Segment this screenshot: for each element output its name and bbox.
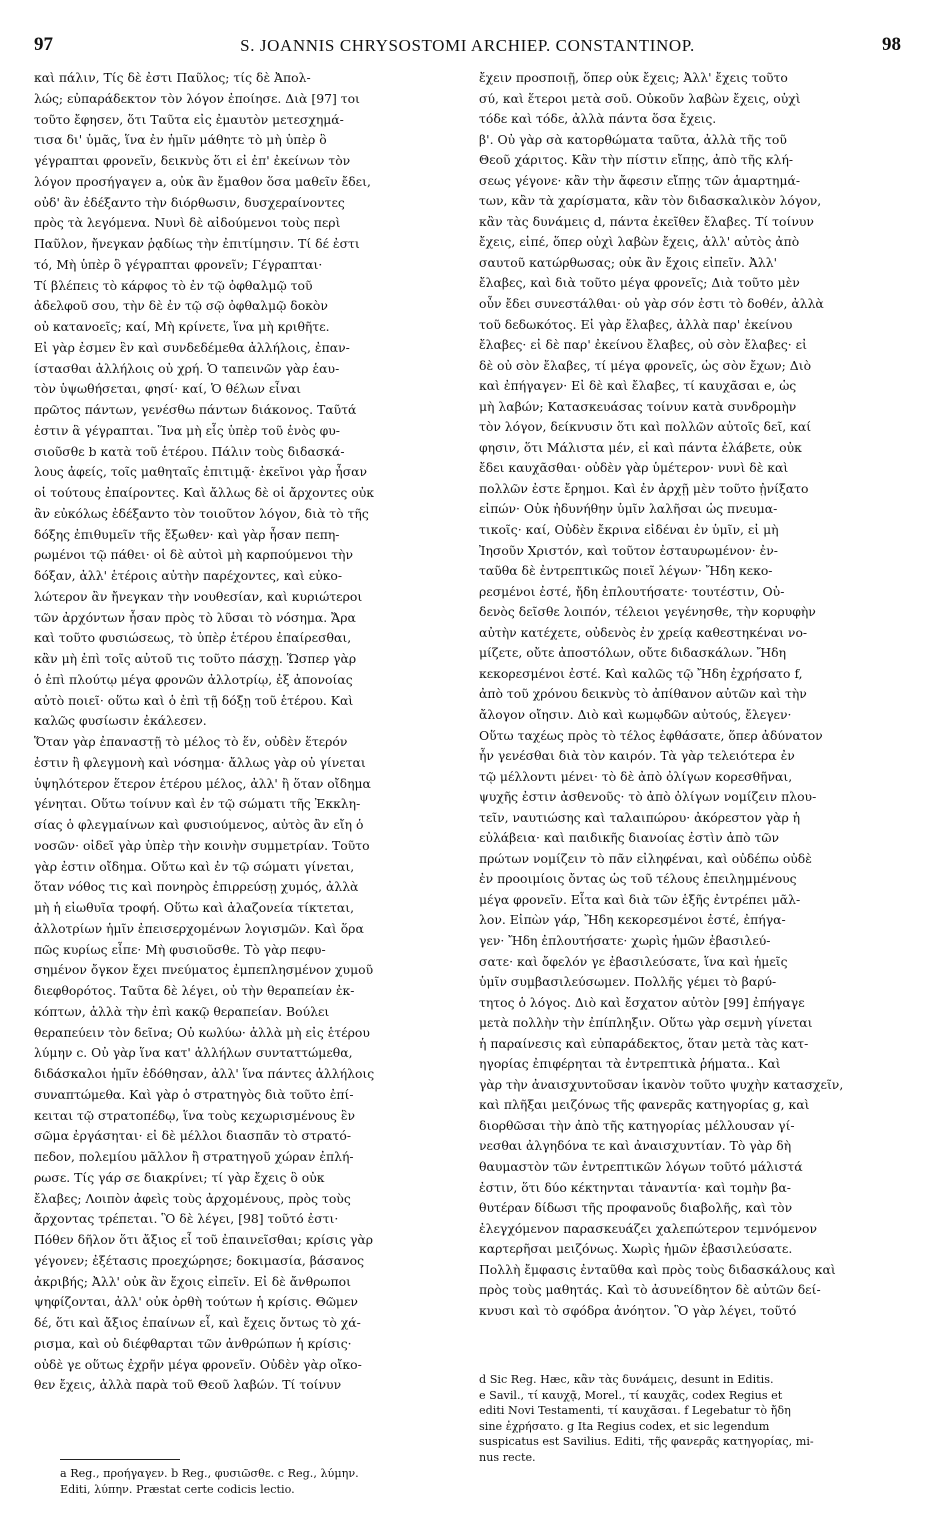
footnote-line: e Savil., τί καυχᾷ, Morel., τί καυχᾶς, codex Regius et: [479, 1388, 783, 1402]
text-line: μὴ ἡ εἰωθυῖα τροφή. Οὕτω καὶ ἀλαζονεία τίκτεται,: [34, 900, 355, 915]
text-line: καὶ πλῆξαι μειζόνως τῆς φανερᾶς κατηγορίας g, καὶ: [479, 1097, 810, 1113]
text-line: φησιν, ὅτι Μάλιστα μέν, εἰ καὶ πάντα ἐλάβετε, οὐκ: [479, 439, 802, 455]
text-line: τὸν λόγον, δείκνυσιν ὅτι καὶ πολλῶν αὐτοῖς δεῖ, καί: [479, 419, 812, 435]
text-line: πρώτων νομίζειν τὸ πᾶν εἰληφέναι, καὶ οὐδέπω οὐδὲ: [479, 850, 812, 866]
text-line: σίας ὁ φλεγμαίνων καὶ φυσιούμενος, αὐτὸς ἂν εἴη ὁ: [34, 817, 364, 832]
text-line: μέγα φρονεῖν. Εἶτα καὶ διὰ τῶν ἑξῆς ἐντρέπει μᾶλ-: [479, 891, 801, 907]
text-line: συναπτώμεθα. Καὶ γὰρ ὁ στρατηγὸς διὰ τοῦτο ἐπί-: [34, 1086, 354, 1102]
text-line: τοῦ δεδωκότος. Εἰ γὰρ ἔλαβες, ἀλλὰ παρ' ἐκείνου: [479, 316, 793, 332]
text-line: ἄρχοντας τρέπεται. Ὃ δὲ λέγει, [98] τοῦτό ἐστι·: [34, 1211, 339, 1227]
text-line: διεφθορότος. Ταῦτα δὲ λέγει, οὐ τὴν θεραπείαν ἐκ-: [34, 983, 355, 998]
footnote-line: d Sic Reg. Hæc, κἂν τὰς δυνάμεις, desunt in Editis.: [479, 1373, 774, 1386]
text-column-right: [479, 68, 901, 1321]
text-line: πρὸς τοὺς μαθητάς. Καὶ τὸ ἀσυνείδητον δὲ αὐτῶν δεί-: [479, 1282, 821, 1298]
text-line: τῷ μέλλοντι μένει· τὸ δὲ ἀπὸ ὀλίγων κορεσθῆναι,: [479, 768, 793, 784]
text-line: κόπτων, ἀλλὰ τὴν ἐπὶ κακῷ θεραπείαν. Βούλει: [34, 1003, 330, 1019]
text-line: Πόθεν δῆλον ὅτι ἄξιος εἶ τοῦ ἐπαινεῖσθαι; κρίσις γὰρ: [34, 1232, 374, 1247]
text-line: δέ, ὅτι καὶ ἄξιος ἐπαίνων εἶ, καὶ ἔχεις ὄντως τὸ χά-: [34, 1315, 361, 1330]
footnotes-right: [479, 1372, 901, 1465]
footnote-line: suspicatus est Savilius. Editi, τῆς φανερᾶς κατηγορίας, mi-: [479, 1435, 814, 1448]
text-line: δενὸς δεῖσθε λοιπόν, τέλειοι γεγένησθε, τὴν κορυφὴν: [479, 604, 816, 620]
text-line: Ἰησοῦν Χριστόν, καὶ τοῦτον ἐσταυρωμένον· ἐν-: [479, 542, 778, 558]
footnote-line: editi Novi Testamenti, τί καυχᾶσαι. f Legebatur τὸ ἤδη: [479, 1404, 791, 1417]
text-line: ίστασθαι ἀλλήλοις οὐ χρή. Ὁ ταπεινῶν γὰρ ἑαυ-: [34, 360, 340, 376]
text-line: λώς; εὐπαράδεκτον τὸν λόγον ἐποίησε. Διὰ [97] τοι: [34, 90, 360, 106]
text-line: ὑμῖν συμβασιλεύσωμεν. Πολλῆς γέμει τὸ βαρύ-: [479, 974, 777, 990]
text-line: ἔχειν προσποιῇ, ὅπερ οὐκ ἔχεις; Ἀλλ' ἔχεις τοῦτο: [479, 70, 788, 85]
text-line: ἀδελφοῦ σου, τὴν δὲ ἐν τῷ σῷ ὀφθαλμῷ δοκὸν: [34, 298, 328, 314]
text-line: ἀλλοτρίων ἡμῖν ἐπεισερχομένων λογισμῶν. Καὶ ὅρα: [34, 920, 364, 936]
text-line: ὑψηλότερον ἕτερον ἑτέρου μέλος, ἀλλ' ἢ ὅταν οἴδημα: [34, 775, 371, 791]
text-line: ρωσε. Τίς γάρ σε διακρίνει; τί γὰρ ἔχεις ὃ οὐκ: [34, 1169, 325, 1185]
text-line: σύ, καὶ ἕτεροι μετὰ σοῦ. Οὐκοῦν λαβὼν ἔχεις, οὐχὶ: [479, 90, 801, 106]
text-line: γὰρ τὴν ἀναισχυντοῦσαν ἱκανὸν τοῦτο ψυχὴν κατασχεῖν,: [479, 1076, 844, 1092]
text-line: Παῦλον, ἤνεγκαν ῥᾳδίως τὴν ἐπιτίμησιν. Τί δέ ἐστι: [34, 236, 360, 251]
text-line: τόδε καὶ τόδε, ἀλλὰ πάντα ὅσα ἔχεις.: [479, 111, 717, 127]
text-line: οὐ κατανοεῖς; καί, Μὴ κρίνετε, ἵνα μὴ κριθῆτε.: [34, 319, 330, 334]
text-line: τεῖν, ναυτιώσης καὶ ταλαιπώρου· ἀκόρεστον γὰρ ἡ: [479, 809, 801, 825]
footnote-line: a Reg., προήγαγεν. b Reg., φυσιῶσθε. c Reg., λύμην.: [60, 1467, 359, 1480]
page-number-left: 97: [34, 34, 53, 55]
text-line: των, κἂν τὰ χαρίσματα, κἂν τὸν διδασκαλικὸν λόγον,: [479, 193, 822, 209]
text-line: ἔλαβες· εἰ δὲ παρ' ἐκείνου ἔλαβες, οὐ σὸν ἔλαβες· εἰ: [479, 337, 807, 353]
text-line: διδάσκαλοι ἡμῖν ἐδόθησαν, ἀλλ' ἵνα πάντες ἀλλήλοις: [34, 1066, 375, 1081]
text-line: τῶν ἀρχόντων ἦσαν πρὸς τὸ λῦσαι τὸ νόσημα. Ἄρα: [34, 609, 356, 625]
text-line: ψυχῆς ἐστιν ἀσθενοῦς· τὸ ἀπὸ ὀλίγων νομίζειν πλου-: [479, 789, 817, 805]
text-line: πρῶτος πάντων, γενέσθω πάντων διάκονος. Ταῦτά: [34, 402, 357, 417]
text-line: ἔδει καυχᾶσθαι· οὐδὲν γὰρ ὑμέτερον· νυνὶ δὲ καὶ: [479, 460, 789, 476]
text-line: γεν· Ἤδη ἐπλουτήσατε· χωρὶς ἡμῶν ἐβασιλεύ-: [479, 932, 771, 948]
text-line: πῶς κυρίως εἶπε· Μὴ φυσιοῦσθε. Τὸ γὰρ πεφυ-: [34, 941, 326, 957]
footnote-line: nus recte.: [479, 1450, 536, 1464]
text-line: κεκορεσμένοι ἐστέ. Καὶ καλῶς τῷ Ἤδη ἐχρήσατο f,: [479, 665, 803, 681]
text-line: ἦν γενέσθαι διὰ τὸν καιρόν. Τὰ γὰρ τελειότερα ἐν: [479, 748, 795, 764]
text-line: καλῶς φυσίωσιν ἐκάλεσεν.: [34, 713, 207, 729]
running-title: S. JOANNIS CHRYSOSTOMI ARCHIEP. CONSTANTINOP.: [240, 36, 695, 55]
text-line: θεν ἔχεις, ἀλλὰ παρὰ τοῦ Θεοῦ λαβών. Τί τοίνυν: [34, 1377, 342, 1393]
text-line: σιοῦσθε b κατὰ τοῦ ἑτέρου. Πάλιν τοὺς διδασκά-: [34, 443, 345, 459]
text-line: δόξης ἐπιθυμεῖν τῆς ἔξωθεν· καὶ γὰρ ἦσαν πεπη-: [34, 526, 340, 542]
text-line: ἔλαβες, καὶ διὰ τοῦτο μέγα φρονεῖς; Διὰ τοῦτο μὲν: [479, 275, 800, 291]
text-line: σαυτοῦ κατώρθωσας; οὐκ ἂν ἔχοις εἰπεῖν. Ἀλλ': [479, 254, 777, 270]
text-line: ἐστιν ἃ γέγραπται. Ἵνα μὴ εἷς ὑπὲρ τοῦ ἑνὸς φυ-: [34, 422, 340, 438]
text-line: τισα δι' ὑμᾶς, ἵνα ἐν ἡμῖν μάθητε τὸ μὴ ὑπὲρ ὃ: [34, 132, 327, 148]
text-line: ὁ ἐπὶ πλούτῳ μέγα φρονῶν ἀλλοτρίῳ, ἐξ ἀπονοίας: [34, 671, 353, 687]
text-line: ρισμα, καὶ οὐ διέφθαρται τῶν ἀνθρώπων ἡ κρίσις·: [34, 1335, 352, 1351]
text-line: γέγραπται φρονεῖν, δεικνὺς ὅτι εἰ ἐπ' ἐκείνων τὸν: [34, 153, 351, 168]
text-line: ὅταν νόθος τις καὶ πονηρὸς ἐπιρρεύσῃ χυμός, ἀλλὰ: [34, 879, 359, 895]
text-line: ἐλεγχόμενον παρασκευάζει χαλεπώτερον τεμνόμενον: [479, 1220, 818, 1236]
text-line: κειται τῷ στρατοπέδῳ, ἵνα τοὺς κεχωρισμένους ἓν: [34, 1107, 356, 1123]
text-line: ηγορίας ἐπιφέρηται τὰ ἐντρεπτικὰ ῥήματα.. Καὶ: [479, 1056, 781, 1072]
text-line: ψηφίζονται, ἀλλ' οὐκ ὀρθὴ τούτων ἡ κρίσις. Θῶμεν: [34, 1294, 358, 1310]
text-line: λους ἀφείς, τοῖς μαθηταῖς ἐπιτιμᾷ· ἐκεῖνοι γὰρ ἦσαν: [34, 464, 368, 480]
text-line: λύμην c. Οὐ γὰρ ἵνα κατ' ἀλλήλων συνταττώμεθα,: [34, 1045, 353, 1061]
text-line: γὰρ ἐστιν οἴδημα. Οὕτω καὶ ἐν τῷ σώματι γίνεται,: [34, 858, 355, 874]
text-line: γέγονεν; ἐξέτασις προεχώρησε; δοκιμασία, βάσανος: [34, 1252, 365, 1268]
text-line: μίζετε, οὔτε ἀποστόλων, οὔτε διδασκάλων. Ἤδη: [479, 645, 787, 661]
text-line: εὐλάβεια· καὶ παιδικῆς διανοίας ἐστὶν ἀπὸ τῶν: [479, 830, 779, 846]
text-line: καὶ τοῦτο φυσιώσεως, τὸ ὑπὲρ ἑτέρου ἐπαίρεσθαι,: [34, 630, 352, 646]
text-line: λόγον προσήγαγεν a, οὐκ ἂν ἔμαθον ὅσα μαθεῖν ἔδει,: [34, 173, 371, 189]
text-line: τό, Μὴ ὑπὲρ ὃ γέγραπται φρονεῖν; Γέγραπται·: [34, 256, 323, 272]
text-line: κἂν τὰς δυνάμεις d, πάντα ἐκεῖθεν ἔλαβες. Τί τοίνυν: [479, 213, 814, 229]
text-line: αὐτὴν κατέχετε, οὐδενὸς ἐν χρείᾳ καθεστηκέναι νο-: [479, 624, 808, 640]
text-line: δὲ οὐ σὸν ἔλαβες, τί μέγα φρονεῖς, ὡς σὸν ἔχων; Διὸ: [479, 357, 812, 373]
text-line: καρτερῆσαι μειζόνως. Χωρὶς ἡμῶν ἐβασιλεύσατε.: [479, 1241, 793, 1257]
page-number-right: 98: [882, 34, 901, 55]
text-line: ταῦθα δὲ ἐντρεπτικῶς ποιεῖ λέγων· Ἤδη κεκο-: [479, 563, 773, 579]
text-line: τητος ὁ λόγος. Διὸ καὶ ἔσχατον αὐτὸν [99] ἐπήγαγε: [479, 994, 805, 1010]
text-line: διορθῶσαι τὴν ἀπὸ τῆς κατηγορίας μέλλουσαν γί-: [479, 1117, 795, 1133]
footnote-line: sine ἐχρήσατο. g Ita Regius codex, et sic legendum: [479, 1419, 770, 1433]
running-header: [34, 34, 901, 60]
text-line: σημένον ὄγκον ἔχει πνεύματος ἐμπεπλησμένον χυμοῦ: [34, 962, 374, 978]
text-line: ἂν εὐκόλως ἐδέξαντο τὸν τοιοῦτον λόγον, διὰ τὸ τῆς: [34, 505, 369, 521]
text-line: πρὸς τὰ λεγόμενα. Νυνὶ δὲ αἰδούμενοι τοὺς περὶ: [34, 215, 341, 231]
text-line: καὶ ἐπήγαγεν· Εἰ δὲ καὶ ἔλαβες, τί καυχᾶσαι e, ὡς: [479, 378, 797, 394]
text-column-left: [34, 68, 454, 1396]
text-line: πεδον, πολεμίου μᾶλλον ἢ στρατηγοῦ χώραν ἐπλή-: [34, 1149, 354, 1164]
text-line: Οὕτω ταχέως πρὸς τὸ τέλος ἐφθάσατε, ὅπερ ἀδύνατον: [479, 727, 823, 743]
footnote-line: Editi, λύπην. Præstat certe codicis lectio.: [60, 1482, 295, 1496]
text-line: σῶμα ἐργάσηται· εἰ δὲ μέλλοι διασπᾶν τὸ στρατό-: [34, 1128, 352, 1144]
text-line: θεραπεύειν τὸν δεῖνα; Οὐ κωλύω· ἀλλὰ μὴ εἰς ἑτέρου: [34, 1024, 370, 1040]
text-line: οὐδὲ γε οὕτως ἐχρῆν μέγα φρονεῖν. Οὐδὲν γὰρ οἴκο-: [34, 1356, 362, 1372]
text-line: αὐτὸ ποιεῖ· οὕτω καὶ ὁ ἐπὶ τῇ δόξῃ τοῦ ἑτέρου. Καὶ: [34, 692, 354, 708]
text-line: τικοῖς· καί, Οὐδὲν ἔκρινα εἰδέναι ἐν ὑμῖν, εἰ μὴ: [479, 522, 779, 538]
text-line: εἰπών· Οὐκ ἠδυνήθην ὑμῖν λαλῆσαι ὡς πνευμα-: [479, 501, 778, 517]
text-line: ἄλογον οἴησιν. Διὸ καὶ κωμῳδῶν αὐτούς, ἔλεγεν·: [479, 706, 792, 722]
text-line: σεως γέγονε· κἂν τὴν ἄφεσιν εἴπῃς τῶν ἁμαρτημά-: [479, 172, 801, 188]
text-line: β'. Οὐ γὰρ σὰ κατορθώματα ταῦτα, ἀλλὰ τῆς τοῦ: [479, 131, 787, 147]
footnotes-left: [60, 1466, 456, 1497]
text-line: δόξαν, ἀλλ' ἑτέροις αὐτὴν παρέχοντες, καὶ εὐκο-: [34, 568, 343, 583]
text-line: κνυσι καὶ τὸ σφόδρα ἀνόητον. Ὃ γὰρ λέγει, τοῦτό: [479, 1302, 797, 1318]
text-line: μετὰ πολλὴν τὴν ἐπίπληξιν. Οὕτω γὰρ σεμνὴ γίνεται: [479, 1015, 813, 1031]
text-line: οἱ τούτους ἐπαίροντες. Καὶ ἄλλως δὲ οἱ ἄρχοντες οὐκ: [34, 485, 375, 500]
text-line: τοῦτο ἔφησεν, ὅτι Ταῦτα εἰς ἐμαυτὸν μετεσχημά-: [34, 111, 344, 127]
text-line: ἡ παραίνεσις καὶ εὐπαράδεκτος, ὅταν μετὰ τὰς κατ-: [479, 1035, 809, 1051]
text-line: ἔλαβες; Λοιπὸν ἀφεὶς τοὺς ἀρχομένους, πρὸς τοὺς: [34, 1190, 351, 1206]
text-line: λώτερον ἂν ἤνεγκαν τὴν νουθεσίαν, καὶ κυριώτεροι: [34, 588, 363, 604]
text-line: νεσθαι ἀλγηδόνα τε καὶ ἀναισχυντίαν. Τὸ γὰρ δὴ: [479, 1138, 792, 1154]
text-line: Εἰ γὰρ ἐσμεν ἓν καὶ συνδεδέμεθα ἀλλήλοις, ἐπαν-: [34, 339, 350, 355]
text-line: καὶ πάλιν, Τίς δὲ ἐστι Παῦλος; τίς δὲ Ἀπολ-: [34, 70, 311, 85]
text-line: μὴ λαβών; Κατασκευάσας τοίνυν κατὰ συνδρομὴν: [479, 398, 797, 414]
text-line: ἔχεις, εἰπέ, ὅπερ οὐχὶ λαβὼν ἔχεις, ἀλλ' αὐτὸς ἀπὸ: [479, 234, 800, 250]
text-line: Ὅταν γὰρ ἐπαναστῇ τὸ μέλος τὸ ἕν, οὐδὲν ἕτερόν: [34, 734, 348, 749]
text-line: ρωμένοι τῷ πάθει· οἱ δὲ αὐτοὶ μὴ καρπούμενοι τὴν: [34, 547, 354, 563]
text-line: σατε· καὶ ὄφελόν γε ἐβασιλεύσατε, ἵνα καὶ ἡμεῖς: [479, 953, 788, 969]
text-line: νοσῶν· οἰδεῖ γὰρ ὑπὲρ τὴν κοινὴν συμμετρίαν. Τοῦτο: [34, 837, 370, 853]
text-line: ἐν προοιμίοις ὄντας ὡς τοῦ τέλους ἐπειλημμένους: [479, 871, 797, 887]
text-line: θυτέραν δίδωσι τῆς προφανοῦς διαβολῆς, καὶ τὸν: [479, 1200, 793, 1216]
text-line: λον. Εἰπὼν γάρ, Ἤδη κεκορεσμένοι ἐστέ, ἐπήγα-: [479, 912, 786, 928]
text-line: οὐδ' ἂν ἐδέξαντο τὴν διόρθωσιν, δυσχεραίνοντες: [34, 194, 345, 210]
text-line: τὸν ὑψωθήσεται, φησί· καί, Ὁ θέλων εἶναι: [34, 381, 301, 397]
text-line: Πολλὴ ἔμφασις ἐνταῦθα καὶ πρὸς τοὺς διδασκάλους καὶ: [479, 1261, 836, 1277]
text-line: ρεσμένοι ἐστέ, ἤδη ἐπλουτήσατε· τουτέστιν, Οὐ-: [479, 583, 785, 599]
text-line: ἀπὸ τοῦ χρόνου δεικνὺς τὸ ἀπίθανον αὐτῶν καὶ τὴν: [479, 686, 807, 702]
text-line: θαυμαστὸν τῶν ἐντρεπτικῶν λόγων τοῦτό μάλιστά: [479, 1158, 803, 1174]
text-line: οὖν ἔδει συνεστάλθαι· οὐ γὰρ σόν ἐστι τὸ δοθέν, ἀλλὰ: [479, 296, 824, 312]
text-line: πολλῶν ἐστε ἔρημοι. Καὶ ἐν ἀρχῇ μὲν τοῦτο ᾐνίξατο: [479, 480, 809, 496]
text-line: ἐστιν, ὅτι δύο κέκτηνται τἀναντία· καὶ τομὴν βα-: [479, 1179, 791, 1195]
footnote-rule-left: [60, 1459, 180, 1460]
text-line: ἀκριβής; Ἀλλ' οὐκ ἂν ἔχοις εἰπεῖν. Εἰ δὲ ἄνθρωποι: [34, 1273, 351, 1289]
text-line: ἐστιν ἢ φλεγμονὴ καὶ νόσημα· ἄλλως γὰρ οὐ γίνεται: [34, 754, 366, 770]
text-line: Τί βλέπεις τὸ κάρφος τὸ ἐν τῷ ὀφθαλμῷ τοῦ: [34, 277, 313, 293]
text-line: Θεοῦ χάριτος. Κἂν τὴν πίστιν εἴπῃς, ἀπὸ τῆς κλή-: [479, 152, 794, 168]
text-line: γένηται. Οὕτω τοίνυν καὶ ἐν τῷ σώματι τῆς Ἐκκλη-: [34, 796, 361, 812]
text-line: κἂν μὴ ἐπὶ τοῖς αὐτοῦ τις τοῦτο πάσχῃ. Ὥσπερ γὰρ: [34, 651, 357, 666]
